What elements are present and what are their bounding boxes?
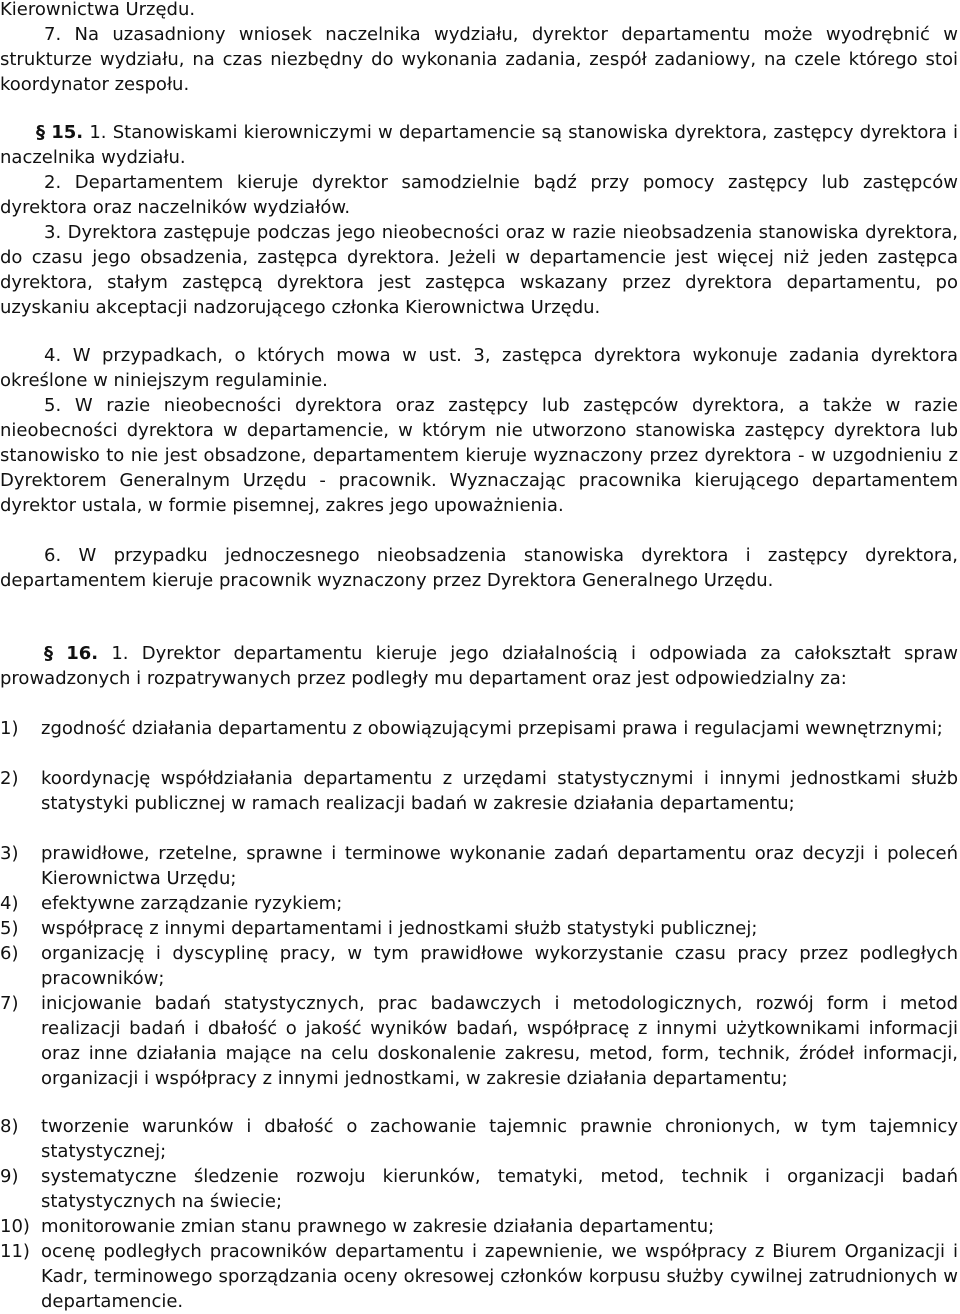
section-15-paragraph-2: 2. Departamentem kieruje dyrektor samodzielnie bądź przy pomocy zastępcy lub zastępców dyrektora oraz naczelników wydziałów. [0, 172, 958, 218]
section-15-paragraph-4: 4. W przypadkach, o których mowa w ust. 3, zastępca dyrektora wykonuje zadania dyrektora określone w niniejszym regulaminie. [0, 345, 958, 391]
list-item: 11) ocenę podległych pracowników departamentu i zapewnienie, we współpracy z Biurem Organizacji i Kadr, terminowego sporządzania oceny okresowej członków korpusu służby cywilnej zatrudnionych w departamencie. [0, 1241, 958, 1312]
section-sign: § [44, 643, 53, 664]
paragraph-7: 7. Na uzasadniony wniosek naczelnika wydziału, dyrektor departamentu może wyodrębnić w strukturze wydziału, na czas niezbędny do wykonania zadania, zespół zadaniowy, na czele którego stoi koordynator zespołu. [0, 24, 958, 95]
list-item: 7) inicjowanie badań statystycznych, prac badawczych i metodologicznych, rozwój form i metod realizacji badań i dbałość o jakość wyników badań, współpracę z innymi użytkownikami informacji oraz inne działania mające na celu doskonalenie zakresu, metod, form, technik, źródeł informacji, organizacji i współpracy z innymi jednostkami, w zakresie działania departamentu; [0, 993, 958, 1089]
section-15-paragraph-1: § 15. 1. Stanowiskami kierowniczymi w departamencie są stanowiska dyrektora, zastępcy dyrektora i naczelnika wydziału. [0, 122, 959, 168]
section-15-paragraph-5: 5. W razie nieobecności dyrektora oraz zastępcy lub zastępców dyrektora, a także w razie nieobecności dyrektora w departamencie, w którym nie utworzono stanowiska zastępcy dyrektora lub stanowisko to nie jest obsadzone, departamentem kieruje wyznaczony przez dyrektora - w uzgodnieniu z Dyrektorem Generalnym Urzędu - pracownik. Wyznaczając pracownika kierującego departamentem dyrektor ustala, w formie pisemnej, zakres jego upoważnienia. [0, 395, 958, 516]
list-item: 5) współpracę z innymi departamentami i jednostkami służb statystyki publicznej; [0, 918, 758, 939]
section-15-paragraph-6: 6. W przypadku jednoczesnego nieobsadzenia stanowiska dyrektora i zastępcy dyrektora, departamentem kieruje pracownik wyznaczony przez Dyrektora Generalnego Urzędu. [0, 545, 958, 591]
section-number: 15. [51, 122, 84, 143]
top-line: Kierownictwa Urzędu. [0, 0, 196, 20]
list-item: 9) systematyczne śledzenie rozwoju kierunków, tematyki, metod, technik i organizacji badań statystycznych na świecie; [0, 1166, 958, 1212]
list-item: 4) efektywne zarządzanie ryzykiem; [0, 893, 343, 914]
section-sign: § [36, 122, 45, 143]
paragraph-number: 7. [44, 24, 62, 45]
list-item: 10) monitorowanie zmian stanu prawnego w zakresie działania departamentu; [0, 1216, 715, 1237]
list-item: 2) koordynację współdziałania departamentu z urzędami statystycznymi i innymi jednostkami służb statystyki publicznej w ramach realizacji badań w zakresie działania departamentu; [0, 768, 958, 814]
list-item: 8) tworzenie warunków i dbałość o zachowanie tajemnic prawnie chronionych, w tym tajemnicy statystycznej; [0, 1116, 958, 1162]
section-16-paragraph-1: § 16. 1. Dyrektor departamentu kieruje jego działalnością i odpowiada za całokształt spraw prowadzonych i rozpatrywanych przez podległy mu departament oraz jest odpowiedzialny za: [0, 643, 958, 689]
list-item: 1) zgodność działania departamentu z obowiązującymi przepisami prawa i regulacjami wewnętrznymi; [0, 718, 943, 739]
list-item: 6) organizację i dyscyplinę pracy, w tym prawidłowe wykorzystanie czasu pracy przez podległych pracowników; [0, 943, 958, 989]
section-15-paragraph-3: 3. Dyrektora zastępuje podczas jego nieobecności oraz w razie nieobsadzenia stanowiska dyrektora, do czasu jego obsadzenia, zastępca dyrektora. Jeżeli w departamencie jest więcej niż jeden zastępca dyrektora, stałym zastępcą dyrektora jest zastępca wskazany przez dyrektora departamentu, po uzyskaniu akceptacji nadzorującego członka Kierownictwa Urzędu. [0, 222, 958, 318]
section-number: 16. [66, 643, 99, 664]
list-item: 3) prawidłowe, rzetelne, sprawne i terminowe wykonanie zadań departamentu oraz decyzji i poleceń Kierownictwa Urzędu; [0, 843, 958, 889]
